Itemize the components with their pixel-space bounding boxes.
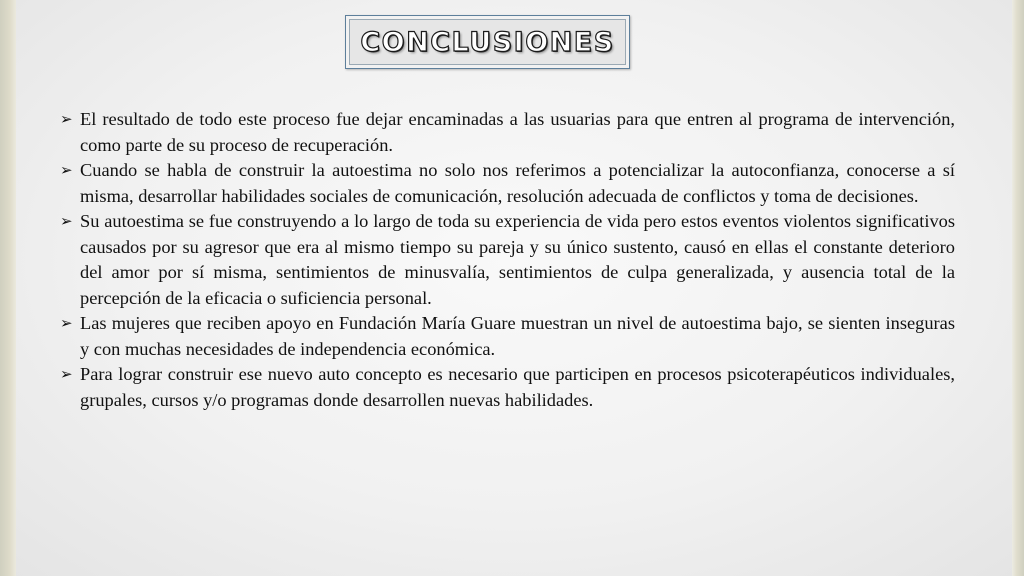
bullet-text: Para lograr construir ese nuevo auto concepto es necesario que participen en procesos psicoterapéuticos individuales, grupales, cursos y/o programas donde desarrollen nuevas habilidades. <box>80 364 955 410</box>
bullet-item <box>58 362 955 413</box>
bullet-text: El resultado de todo este proceso fue dejar encaminadas a las usuarias para que entren al programa de intervención, como parte de su proceso de recuperación. <box>80 109 955 155</box>
arrow-bullet-icon: ➢ <box>60 110 73 128</box>
bullet-text: Su autoestima se fue construyendo a lo largo de toda su experiencia de vida pero estos eventos violentos significativos causados por su agresor que era al mismo tiempo su pareja y su único sustento, causó en ellas el constante deterioro del amor por sí misma, sentimientos de minusvalía, sentimientos de culpa generalizada, y ausencia total de la percepción de la eficacia o suficiencia personal. <box>80 211 955 308</box>
bullet-item <box>58 209 955 311</box>
left-decorative-band <box>0 0 16 576</box>
arrow-bullet-icon: ➢ <box>60 212 73 230</box>
bullet-list <box>58 107 955 413</box>
bullet-item <box>58 311 955 362</box>
title-box <box>345 15 630 69</box>
arrow-bullet-icon: ➢ <box>60 161 73 179</box>
bullet-item <box>58 107 955 158</box>
bullet-text: Las mujeres que reciben apoyo en Fundación María Guare muestran un nivel de autoestima bajo, se sienten inseguras y con muchas necesidades de independencia económica. <box>80 313 955 359</box>
right-decorative-band <box>1012 0 1024 576</box>
bullet-text: Cuando se habla de construir la autoestima no solo nos referimos a potencializar la autoconfianza, conocerse a sí misma, desarrollar habilidades sociales de comunicación, resolución adecuada de conflictos y toma de decisiones. <box>80 160 955 206</box>
arrow-bullet-icon: ➢ <box>60 314 73 332</box>
arrow-bullet-icon: ➢ <box>60 365 73 383</box>
bullet-item <box>58 158 955 209</box>
slide-title: CONCLUSIONES <box>360 26 615 58</box>
